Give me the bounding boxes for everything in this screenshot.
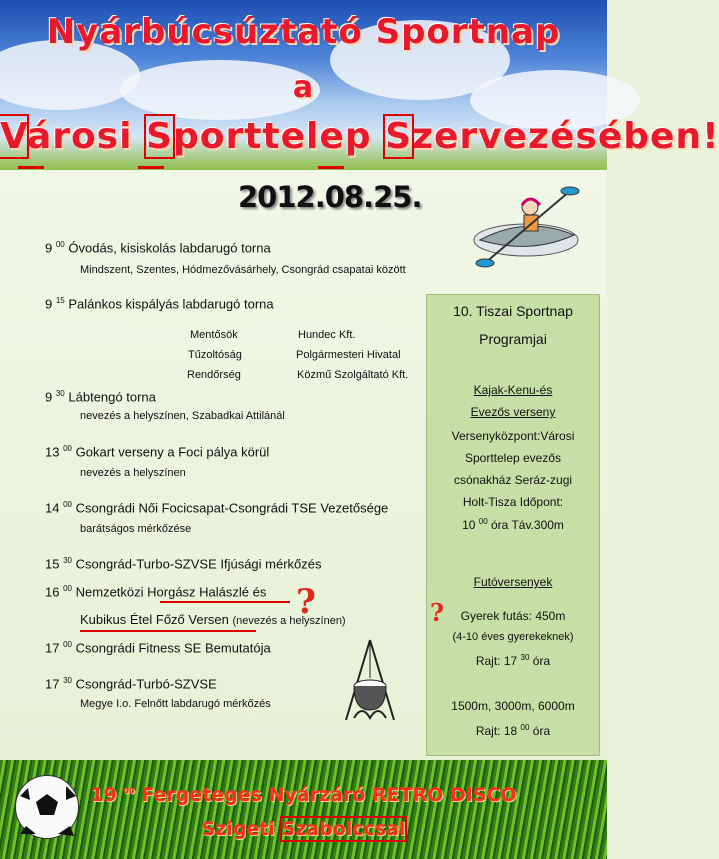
question-mark-icon: ?	[430, 598, 445, 627]
side-title-2: Programjai	[479, 331, 547, 347]
title-word: porttelep	[172, 116, 386, 157]
event-date: 2012.08.25.	[238, 180, 422, 214]
event-1600: 16 $^{00}$ Nemzetközi Horgász Halászlé és	[45, 584, 267, 600]
title-line-1: Nyárbúcsúztató Sportnap	[46, 12, 561, 52]
side-title-1: 10. Tiszai Sportnap	[453, 303, 573, 319]
title-letter-s: S	[385, 116, 413, 157]
red-underline	[160, 601, 290, 603]
header-banner	[0, 0, 719, 170]
event-1300: 13 $^{00}$ Gokart verseny a Foci pálya körül	[45, 444, 270, 460]
cooking-pot-illustration	[340, 638, 400, 723]
event-1400: 14 $^{00}$ Csongrádi Női Focicsapat-Csongrádi TSE Vezetősége	[45, 500, 389, 516]
title-line-3	[0, 116, 719, 157]
team-left-1: Tűzoltóság	[188, 349, 242, 361]
kayak-illustration	[470, 185, 582, 267]
kajak-detail-4: Holt-Tisza Időpont:	[462, 495, 564, 509]
footer-line-2: Szigeti Szabolccsal	[201, 818, 406, 840]
event-0900: 9 $^{00}$ Óvodás, kisiskolás labdarugó torna	[45, 240, 271, 256]
run-detail-3: Rajt: 17 $^{30}$ óra	[475, 653, 551, 668]
run-title: Futóversenyek	[473, 575, 553, 589]
footer-line-1: 19 $^{00}$ Fergeteges Nyárzáró RETRO DISCO	[90, 784, 517, 806]
red-underline	[318, 166, 344, 169]
kajak-detail-2: Sporttelep evezős	[464, 451, 562, 465]
kajak-detail-3: csónakház Seráz-zugi	[453, 473, 573, 487]
event-0930: 9 $^{30}$ Lábtengó torna	[45, 389, 156, 405]
team-left-2: Rendőrség	[187, 369, 241, 381]
event-1300-sub: nevezés a helyszínen	[80, 467, 186, 479]
event-1730-sub: Megye I.o. Felnőtt labdarugó mérkőzés	[80, 698, 271, 710]
run-detail-5: Rajt: 18 $^{00}$ óra	[475, 723, 551, 738]
kajak-title-2: Evezős verseny	[470, 405, 556, 419]
event-1730: 17 $^{30}$ Csongrád-Turbó-SZVSE	[45, 676, 217, 692]
team-left-0: Mentősök	[190, 329, 238, 341]
title-word: árosi	[26, 116, 146, 157]
event-1700: 17 $^{00}$ Csongrádi Fitness SE Bemutatója	[45, 640, 271, 656]
kajak-title-1: Kajak-Kenu-és	[473, 383, 553, 397]
event-1530: 15 $^{30}$ Csongrád-Turbo-SZVSE Ifjúsági mérkőzés	[45, 556, 322, 572]
title-line-2: a	[292, 70, 315, 105]
red-underline	[80, 630, 256, 632]
kajak-time: 10 $^{00}$ óra Táv.300m	[462, 517, 564, 532]
title-letter-v: V	[0, 116, 27, 157]
title-word: zervezésében!	[412, 116, 719, 157]
event-1400-sub: barátságos mérkőzése	[80, 523, 192, 535]
red-underline	[138, 166, 164, 169]
team-right-1: Polgármesteri Hivatal	[296, 349, 401, 361]
event-0900-sub: Mindszent, Szentes, Hódmezővásárhely, Csongrád csapatai között	[80, 264, 406, 276]
event-0930-sub: nevezés a helyszínen, Szabadkai Attilánál	[80, 410, 285, 422]
red-underline	[18, 166, 44, 169]
question-mark-icon: ?	[296, 582, 316, 622]
event-1600-line2: Kubikus Étel Főző Versen (nevezés a helyszínen)	[80, 612, 346, 627]
run-detail-4: 1500m, 3000m, 6000m	[451, 699, 575, 713]
team-right-2: Közmű Szolgáltató Kft.	[297, 369, 409, 381]
run-detail-1: Gyerek futás: 450m	[460, 609, 566, 623]
event-0915: 9 $^{15}$ Palánkos kispályás labdarugó torna	[45, 296, 274, 312]
footer-grass-banner	[0, 760, 607, 859]
run-detail-2: (4-10 éves gyerekeknek)	[452, 631, 574, 643]
side-program-panel	[426, 294, 600, 756]
kajak-detail-1: Versenyközpont:Városi	[451, 429, 575, 443]
team-right-0: Hundec Kft.	[298, 329, 356, 341]
title-letter-s: S	[146, 116, 173, 157]
